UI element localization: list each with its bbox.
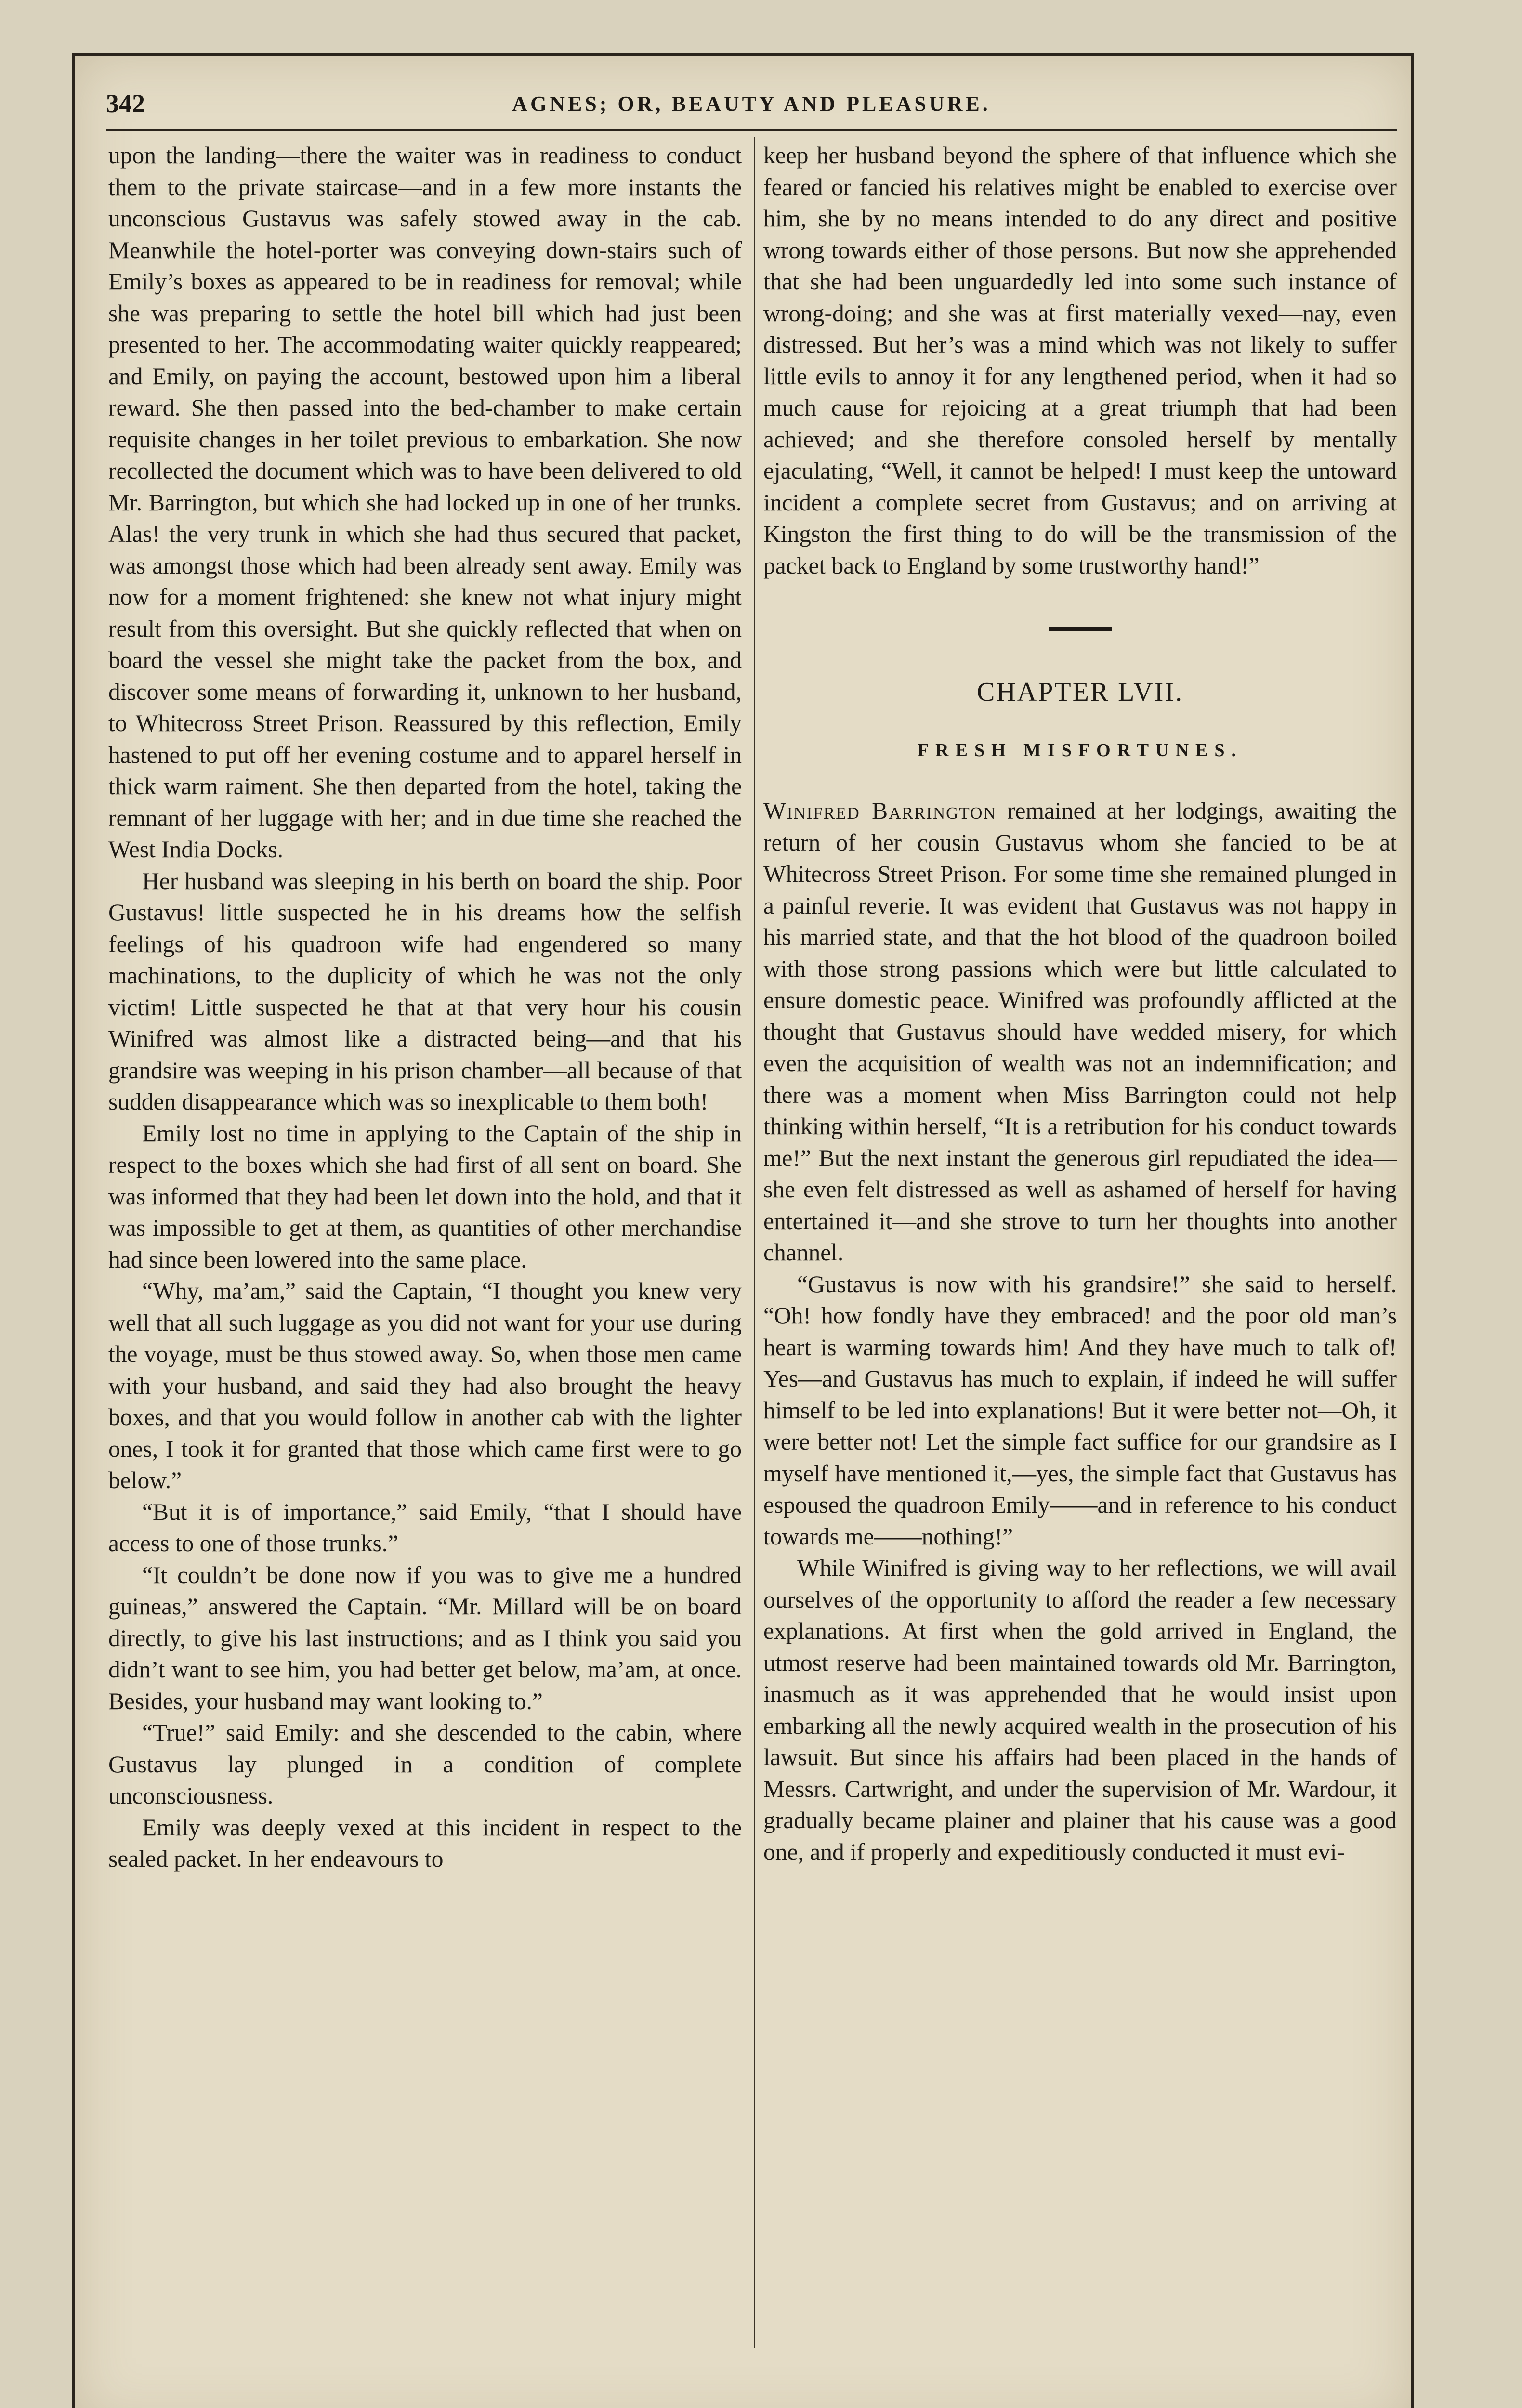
chapter-opening-paragraph [763,795,1397,1269]
paragraph: keep her husband beyond the sphere of that influence which she feared or fancied his relatives might be enabled to exercise over him, she by no means intended to do any direct and positive wrong towards either of those persons. But now she apprehended that she had been unguardedly led into some such instance of wrong-doing; and she was at first materially vexed—nay, even distressed. But her’s was a mind which was not likely to suffer little evils to annoy it for any lengthened period, when it had so much cause for rejoicing at a great triumph that had been achieved; and she therefore consoled herself by mentally ejaculating, “Well, it cannot be helped! I must keep the untoward incident a complete secret from Gustavus; and on arriving at Kingston the first thing to do will be the transmission of the packet back to England by some trustworthy hand!” [763,142,1397,579]
paragraph: Emily was deeply vexed at this incident in respect to the sealed packet. In her endeavours to [108,1814,742,1872]
left-column [108,140,742,1875]
paragraph: “It couldn’t be done now if you was to give me a hundred guineas,” answered the Captain. “Mr. Millard will be on board directly, to give his last instructions; and as I think you said you didn’t want to see him, you had better get below, ma’am, at once. Besides, your husband may want looking to.” [108,1561,742,1714]
lead-name: Winifred Barrington [763,798,997,824]
paragraph: “But it is of importance,” said Emily, “that I should have access to one of those trunks.” [108,1498,742,1557]
running-header [106,82,1397,125]
paragraph: While Winifred is giving way to her reflections, we will avail ourselves of the opportunity to afford the reader a few necessary explanations. At first when the gold arrived in England, the utmost reserve had been maintained towards old Mr. Barrington, inasmuch as it was apprehended that he would insist upon embarking all the newly acquired wealth in the prosecution of his lawsuit. But since his affairs had been placed in the hands of Messrs. Cartwright, and under the supervision of Mr. Wardour, it gradually became plainer and plainer that his cause was a good one, and if properly and expeditiously conducted it must evi- [763,1555,1397,1865]
page-number: 342 [106,89,145,118]
paragraph: “Why, ma’am,” said the Captain, “I thought you knew very well that all such luggage as you did not want for your use during the voyage, must be thus stowed away. So, when those men came with your husband, and said they had also brought the heavy boxes, and that you would follow in another cab with the lighter ones, I took it for granted that those which came first were to go below.” [108,1278,742,1493]
paragraph: Emily lost no time in applying to the Captain of the ship in respect to the boxes which she had first of all sent on board. She was informed that they had been let down into the hold, and that it was impossible to get at them, as quantities of other merchandise had since been lowered into the same place. [108,1120,742,1273]
paragraph: “True!” said Emily: and she descended to the cabin, where Gustavus lay plunged in a condition of complete unconsciousness. [108,1719,742,1809]
right-column [763,140,1397,1868]
chapter-subtitle: FRESH MISFORTUNES. [917,740,1243,760]
running-title: AGNES; OR, BEAUTY AND PLEASURE. [512,92,991,116]
paragraph: Her husband was sleeping in his berth on board the ship. Poor Gustavus! little suspected he in his dreams how the selfish feelings of his quadroon wife had engendered so many machinations, to the duplicity of which he was not the only victim! Little suspected he that at that very hour his cousin Winifred was almost like a distracted being—and that his grandsire was weeping in his prison chamber—all because of that sudden disappearance which was so inexplicable to them both! [108,867,742,1115]
column-divider [754,137,755,2348]
paragraph: “Gustavus is now with his grandsire!” she said to herself. “Oh! how fondly have they embraced! and the poor old man’s heart is warming towards him! And they have much to talk of! Yes—and Gustavus has much to explain, if indeed he will suffer himself to be led into explanations! But it were better not—Oh, it were better not! Let the simple fact suffice for our grandsire as I myself have mentioned it,—yes, the simple fact that Gustavus has espoused the quadroon Emily——and in reference to his conduct towards me——nothing!” [763,1270,1397,1550]
lead-text: remained at her lodgings, awaiting the return of her cousin Gustavus whom she fancied to be at Whitecross Street Prison. For some time she remained plunged in a painful reverie. It was evident that Gustavus was not happy in his married state, and that the hot blood of the quadroon boiled with those strong passions which were but little calculated to ensure domestic peace. Winifred was profoundly afflicted at the thought that Gustavus should have wedded misery, for which even the acquisition of wealth was not an indemnification; and there was a moment when Miss Barrington could not help thinking within herself, “It is a retribution for his conduct towards me!” But the next instant the generous girl repudiated the idea—she even felt distressed as well as ashamed of herself for having entertained it—and she strove to turn her thoughts into another channel. [763,798,1397,1266]
section-separator [1049,627,1112,631]
paragraph: upon the landing—there the waiter was in readiness to conduct them to the private staircase—and in a few more instants the unconscious Gustavus was safely stowed away in the cab. Meanwhile the hotel-porter was conveying down-stairs such of Emily’s boxes as appeared to be in readiness for removal; while she was preparing to settle the hotel bill which had just been presented to her. The accommodating waiter quickly reappeared; and Emily, on paying the account, bestowed upon him a liberal reward. She then passed into the bed-chamber to make certain requisite changes in her toilet previous to embarkation. She now recollected the document which was to have been delivered to old Mr. Barrington, but which she had locked up in one of her trunks. Alas! the very trunk in which she had thus secured that packet, was amongst those which had been already sent away. Emily was now for a moment frightened: she knew not what injury might result from this oversight. But she quickly reflected that when on board the vessel she might take the packet from the box, and discover some means of forwarding it, unknown to her husband, to Whitecross Street Prison. Reassured by this reflection, Emily hastened to put off her evening costume and to apparel herself in thick warm raiment. She then departed from the hotel, taking the remnant of her luggage with her; and in due time she reached the West India Docks. [108,142,742,863]
frame-left-rule [72,53,75,2408]
frame-top-rule [72,53,1414,56]
header-rule [106,129,1397,131]
chapter-title: CHAPTER LVII. [977,677,1183,707]
frame-right-rule [1411,53,1414,2408]
